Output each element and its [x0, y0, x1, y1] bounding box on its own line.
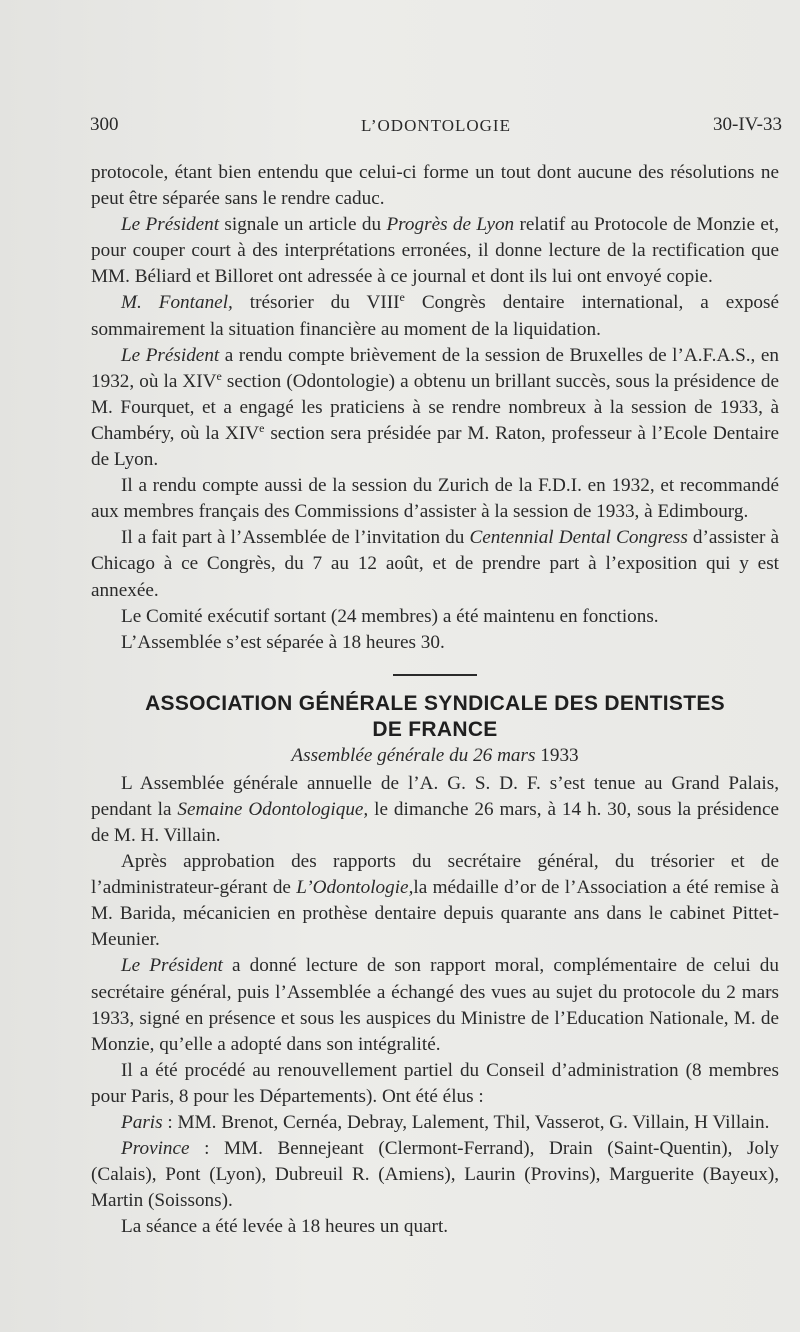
paragraph-renouvellement: Il a été procédé au renouvellement partiel du Conseil d’administration (8 membres pour Paris, 8 pour les Départements). Ont été élus : [91, 1059, 779, 1107]
paragraph-chicago: Il a fait part à l’Assemblée de l’invitation du Centennial Dental Congress d’assister à Chicago à ce Congrès, du 7 au 12 août, et de prendre part à l’exposition qui y est annexée. [91, 527, 779, 601]
paragraph-comite: Le Comité exécutif sortant (24 membres) a été maintenu en fonctions. [121, 605, 659, 627]
paragraph-seance: La séance a été levée à 18 heures un quart. [121, 1216, 449, 1238]
paragraph-assemblee: L Assemblée générale annuelle de l’A. G. S. D. F. s’est tenue au Grand Palais, pendant la Semaine Odontologique, le dimanche 26 mars, à 14 h. 30, sous la présidence de M. H. Villain. [91, 772, 779, 846]
paragraph-fontanel: M. Fontanel, trésorier du VIIIe Congrès dentaire international, a exposé sommairement la situation financière au moment de la liquidation. [91, 290, 779, 340]
paragraph-rapport-moral: Le Président a donné lecture de son rapport moral, complémentaire de celui du secrétaire général, puis l’Assemblée a échangé des vues au sujet du protocole du 2 mars 1933, signé en présence et sous les auspices du Ministre de l’Education Nationale, M. de Monzie, qu’elle a adopté dans son intégralité. [91, 955, 779, 1055]
page-header [90, 114, 782, 144]
section-title: ASSOCIATION GÉNÉRALE SYNDICALE DES DENTISTES DE FRANCE [145, 691, 725, 741]
issue-date: 30-IV-33 [713, 114, 782, 135]
paragraph-zurich: Il a rendu compte aussi de la session du Zurich de la F.D.I. en 1932, et recommandé aux membres français des Commissions d’assister à la session de 1933, à Edimbourg. [91, 475, 779, 523]
paragraph-president-progres: Le Président signale un article du Progrès de Lyon relatif au Protocole de Monzie et, pour couper court à des interprétations erronées, il donne lecture de la rectification que MM. Béliard et Billoret ont adressée à ce journal et dont ils lui ont envoyé copie. [91, 214, 780, 288]
page-number: 300 [90, 114, 119, 135]
section-divider [393, 674, 477, 676]
paragraph-medaille: Après approbation des rapports du secrétaire général, du trésorier et de l’administrateur-gérant de L’Odontologie,la médaille d’or de l’Association a été remise à M. Barida, mécanicien en prothèse dentaire depuis quarante ans dans le cabinet Pittet-Meunier. [91, 851, 779, 951]
paragraph-separee: L’Assemblée s’est séparée à 18 heures 30. [121, 631, 445, 653]
running-title: L’ODONTOLOGIE [361, 116, 511, 135]
paragraph-paris: Paris : MM. Brenot, Cernéa, Debray, Lalement, Thil, Vasserot, G. Villain, H Villain. [121, 1112, 770, 1133]
paragraph-protocole: protocole, étant bien entendu que celui-ci forme un tout dont aucune des résolutions ne peut être séparée sans le rendre caduc. [91, 162, 779, 210]
paragraph-president-bruxelles: Le Président a rendu compte brièvement de la session de Bruxelles de l’A.F.A.S., en 1932, où la XIVe section (Odontologie) a obtenu un brillant succès, sous la présidence de M. Fourquet, et a engagé les praticiens à se rendre nombreux à la session de 1933, à Chambéry, où la XIVe section sera présidée par M. Raton, professeur à l’Ecole Dentaire de Lyon. [91, 344, 780, 471]
section-subtitle: Assemblée générale du 26 mars 1933 [291, 744, 579, 766]
paragraph-province: Province : MM. Bennejeant (Clermont-Ferrand), Drain (Saint-Quentin), Joly (Calais), Pont (Lyon), Dubreuil R. (Amiens), Laurin (Provins), Marguerite (Bayeux), Martin (Soissons). [91, 1138, 779, 1212]
page-body [91, 160, 779, 1240]
